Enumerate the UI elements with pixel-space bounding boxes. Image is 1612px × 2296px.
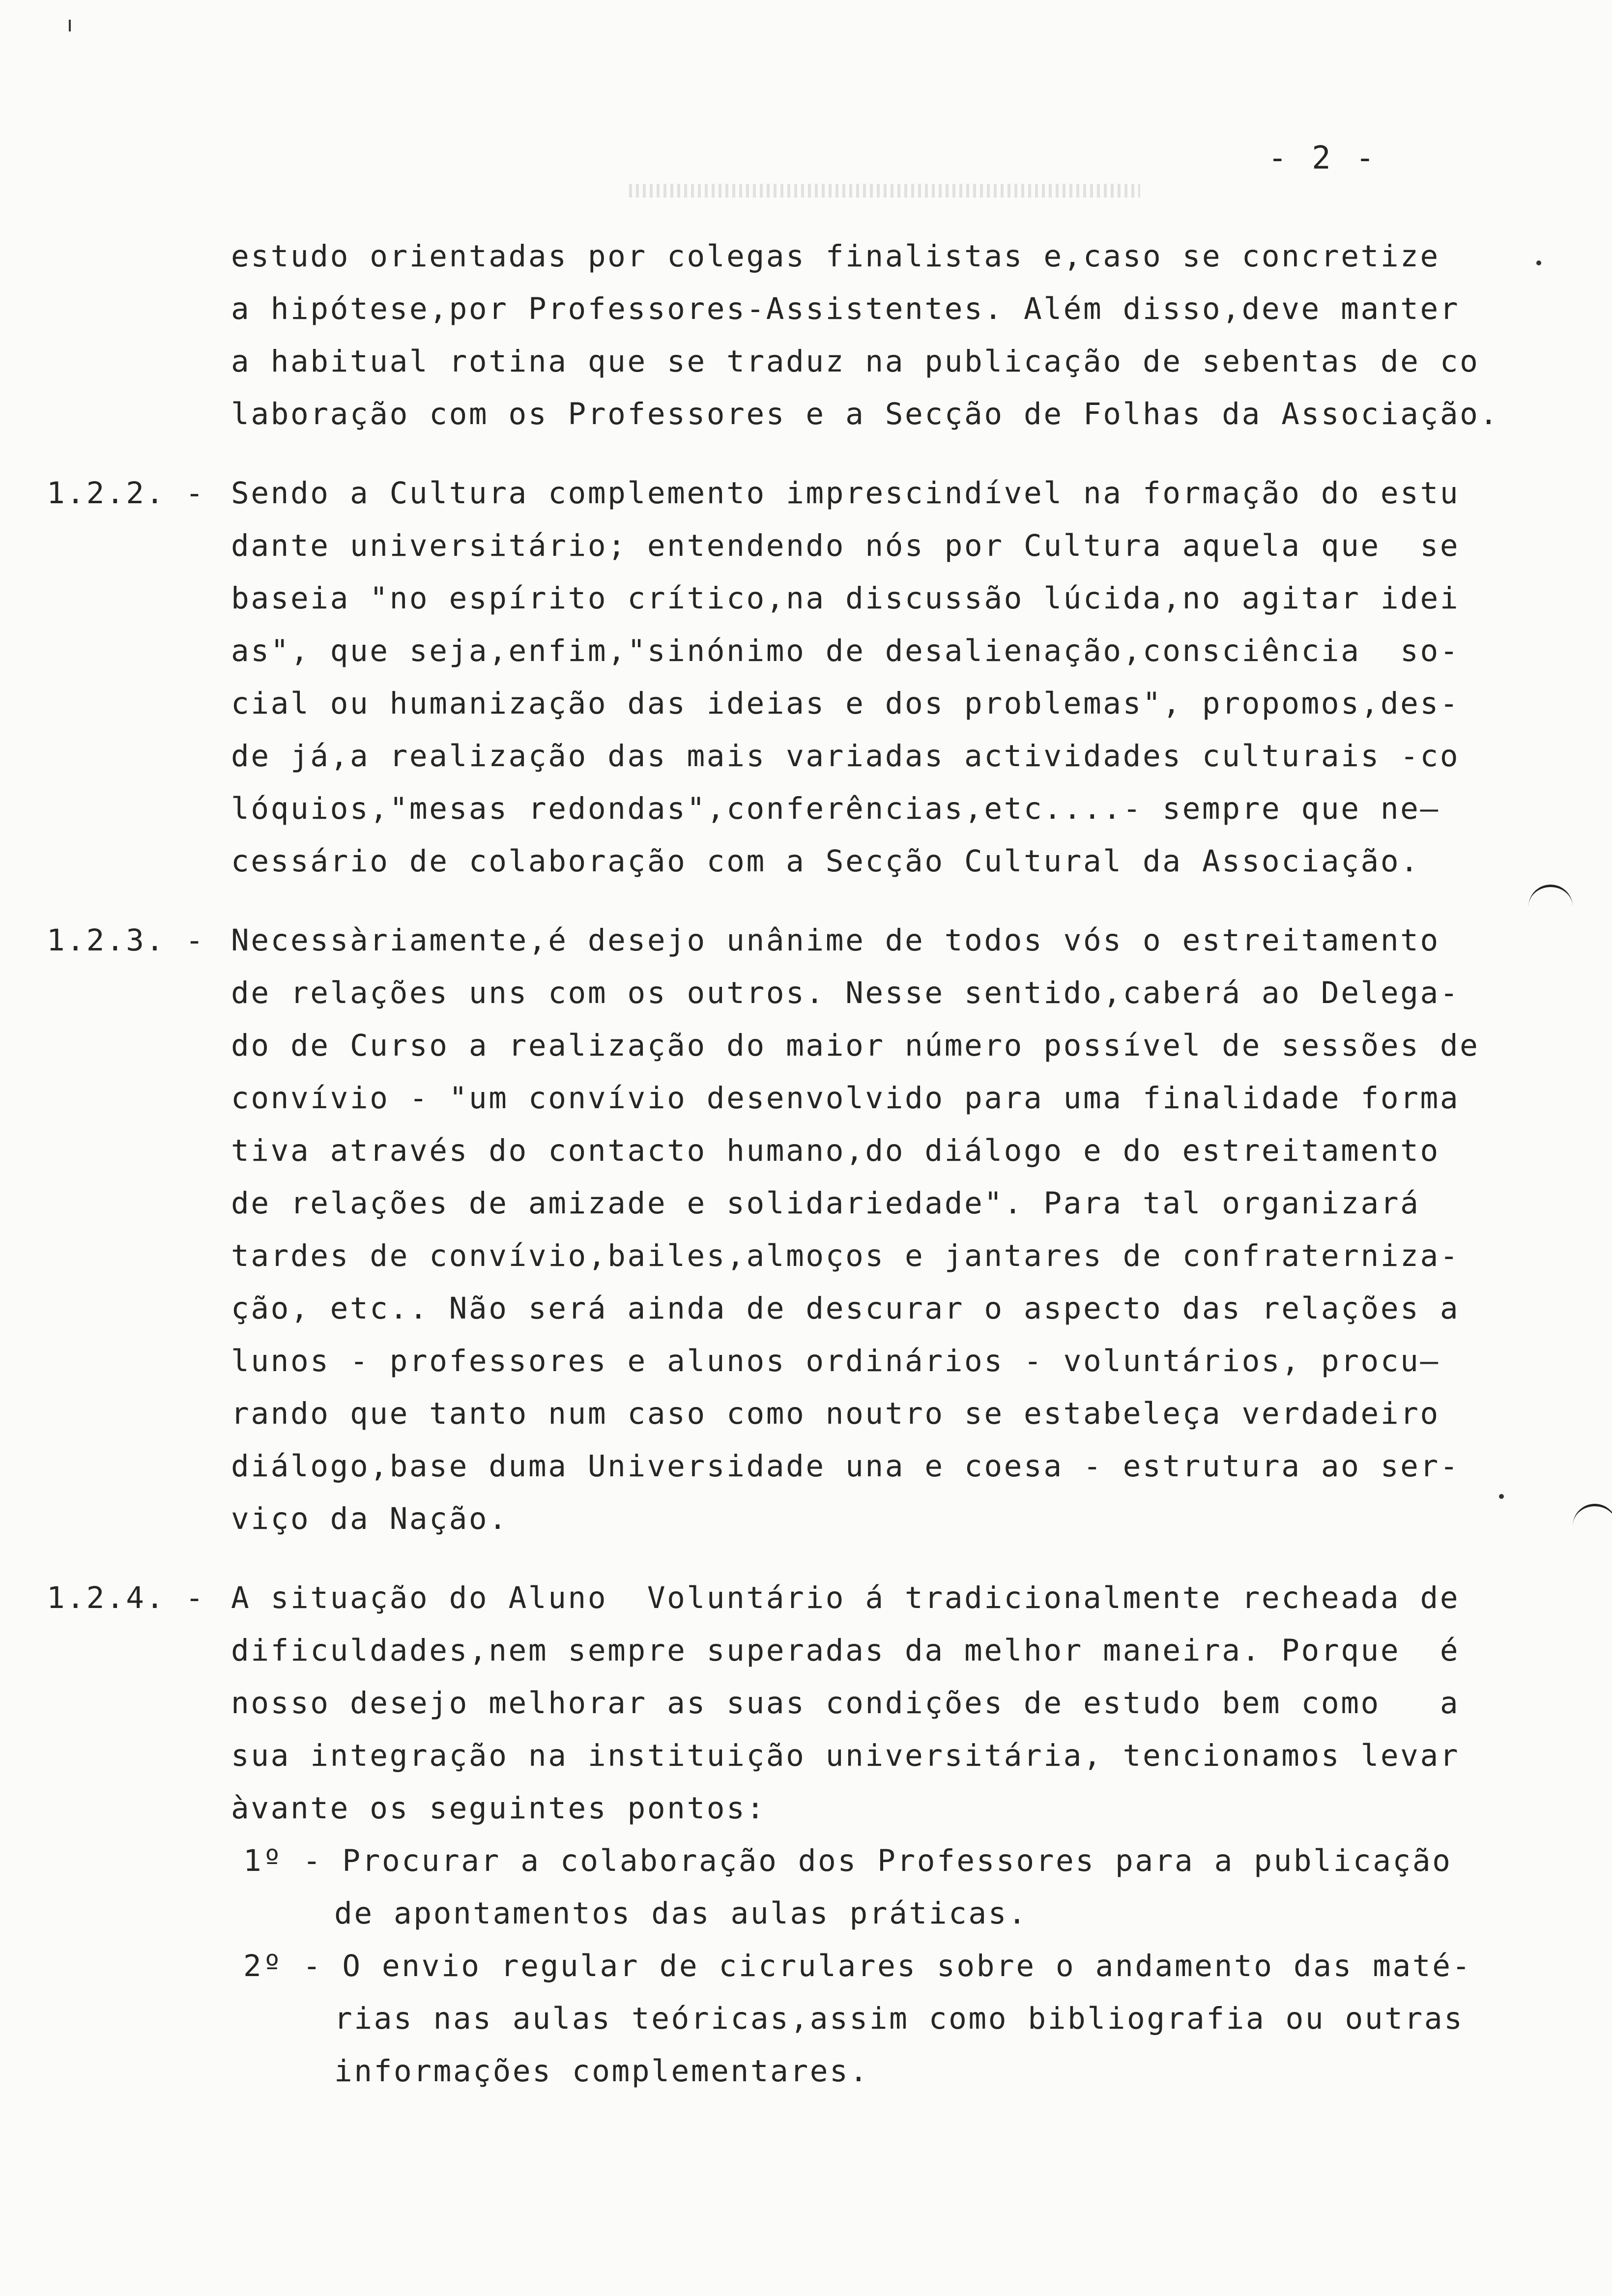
paragraph-continuation	[0, 230, 1612, 440]
text-line: Procurar a colaboração dos Professores para a publicação	[342, 1843, 1452, 1878]
sub-item-marker: 1º -	[243, 1843, 323, 1878]
text-line: rando que tanto num caso como noutro se estabeleça verdadeiro	[231, 1396, 1440, 1431]
sub-item-1	[0, 1835, 1612, 1940]
text-line: A situação do Aluno Voluntário á tradicionalmente recheada de	[231, 1580, 1460, 1615]
sub-item-marker: 2º -	[243, 1949, 323, 1983]
paragraph-number: 1.2.3. -	[47, 923, 205, 958]
scan-dot	[1499, 1494, 1504, 1499]
text-line: a habitual rotina que se traduz na publicação de sebentas de co	[231, 344, 1480, 379]
text-line: laboração com os Professores e a Secção de Folhas da Associação.	[231, 397, 1499, 431]
text-line: sua integração na instituição universitária, tencionamos levar	[231, 1738, 1460, 1773]
text-line: dante universitário; entendendo nós por Cultura aquela que se	[231, 528, 1460, 563]
paragraph-1-2-3	[0, 914, 1612, 1545]
text-line: tardes de convívio,bailes,almoços e jantares de confraterniza-	[231, 1238, 1460, 1273]
sub-item-2	[0, 1940, 1612, 2097]
text-line: dificuldades,nem sempre superadas da melhor maneira. Porque é	[231, 1633, 1460, 1668]
text-line: cessário de colaboração com a Secção Cultural da Associação.	[231, 844, 1420, 879]
text-line: as", que seja,enfim,"sinónimo de desalienação,consciência so-	[231, 633, 1460, 668]
text-line: informações complementares.	[334, 2054, 869, 2089]
header-smudge	[629, 184, 1140, 198]
text-line: de apontamentos das aulas práticas.	[334, 1896, 1028, 1931]
paragraph-number: 1.2.2. -	[47, 476, 205, 511]
paragraph-number: 1.2.4. -	[47, 1580, 205, 1615]
text-line: de relações uns com os outros. Nesse sentido,caberá ao Delega-	[231, 976, 1460, 1010]
text-line: de já,a realização das mais variadas actividades culturais -co	[231, 739, 1460, 774]
text-line: rias nas aulas teóricas,assim como bibliografia ou outras	[334, 2001, 1464, 2036]
text-line: de relações de amizade e solidariedade". Para tal organizará	[231, 1186, 1420, 1221]
text-line: cial ou humanização das ideias e dos problemas", propomos,des-	[231, 686, 1460, 721]
text-line: lunos - professores e alunos ordinários - voluntários, procu—	[231, 1344, 1440, 1378]
page-number: - 2 -	[1268, 140, 1378, 176]
text-line: baseia "no espírito crítico,na discussão lúcida,no agitar idei	[231, 581, 1460, 616]
document-body	[0, 230, 1612, 2097]
text-line: lóquios,"mesas redondas",conferências,etc....- sempre que ne—	[231, 791, 1440, 826]
text-line: nosso desejo melhorar as suas condições de estudo bem como a	[231, 1686, 1460, 1721]
paragraph-1-2-4	[0, 1572, 1612, 1835]
text-line: Sendo a Cultura complemento imprescindível na formação do estu	[231, 476, 1460, 511]
text-line: viço da Nação.	[231, 1501, 509, 1536]
text-line: O envio regular de cicrulares sobre o andamento das maté-	[342, 1949, 1472, 1983]
paragraph-1-2-2	[0, 467, 1612, 888]
text-line: diálogo,base duma Universidade una e coesa - estrutura ao ser-	[231, 1449, 1460, 1484]
text-line: do de Curso a realização do maior número possível de sessões de	[231, 1028, 1480, 1063]
scan-dot	[69, 20, 71, 31]
text-line: tiva através do contacto humano,do diálogo e do estreitamento	[231, 1133, 1440, 1168]
text-line: ção, etc.. Não será ainda de descurar o aspecto das relações a	[231, 1291, 1460, 1326]
text-line: Necessàriamente,é desejo unânime de todos vós o estreitamento	[231, 923, 1440, 958]
text-line: convívio - "um convívio desenvolvido para uma finalidade forma	[231, 1081, 1460, 1116]
text-line: a hipótese,por Professores-Assistentes. Além disso,deve manter	[231, 291, 1460, 326]
text-line: àvante os seguintes pontos:	[231, 1791, 766, 1826]
scan-dot	[1536, 260, 1541, 265]
text-line: estudo orientadas por colegas finalistas e,caso se concretize	[231, 239, 1440, 274]
